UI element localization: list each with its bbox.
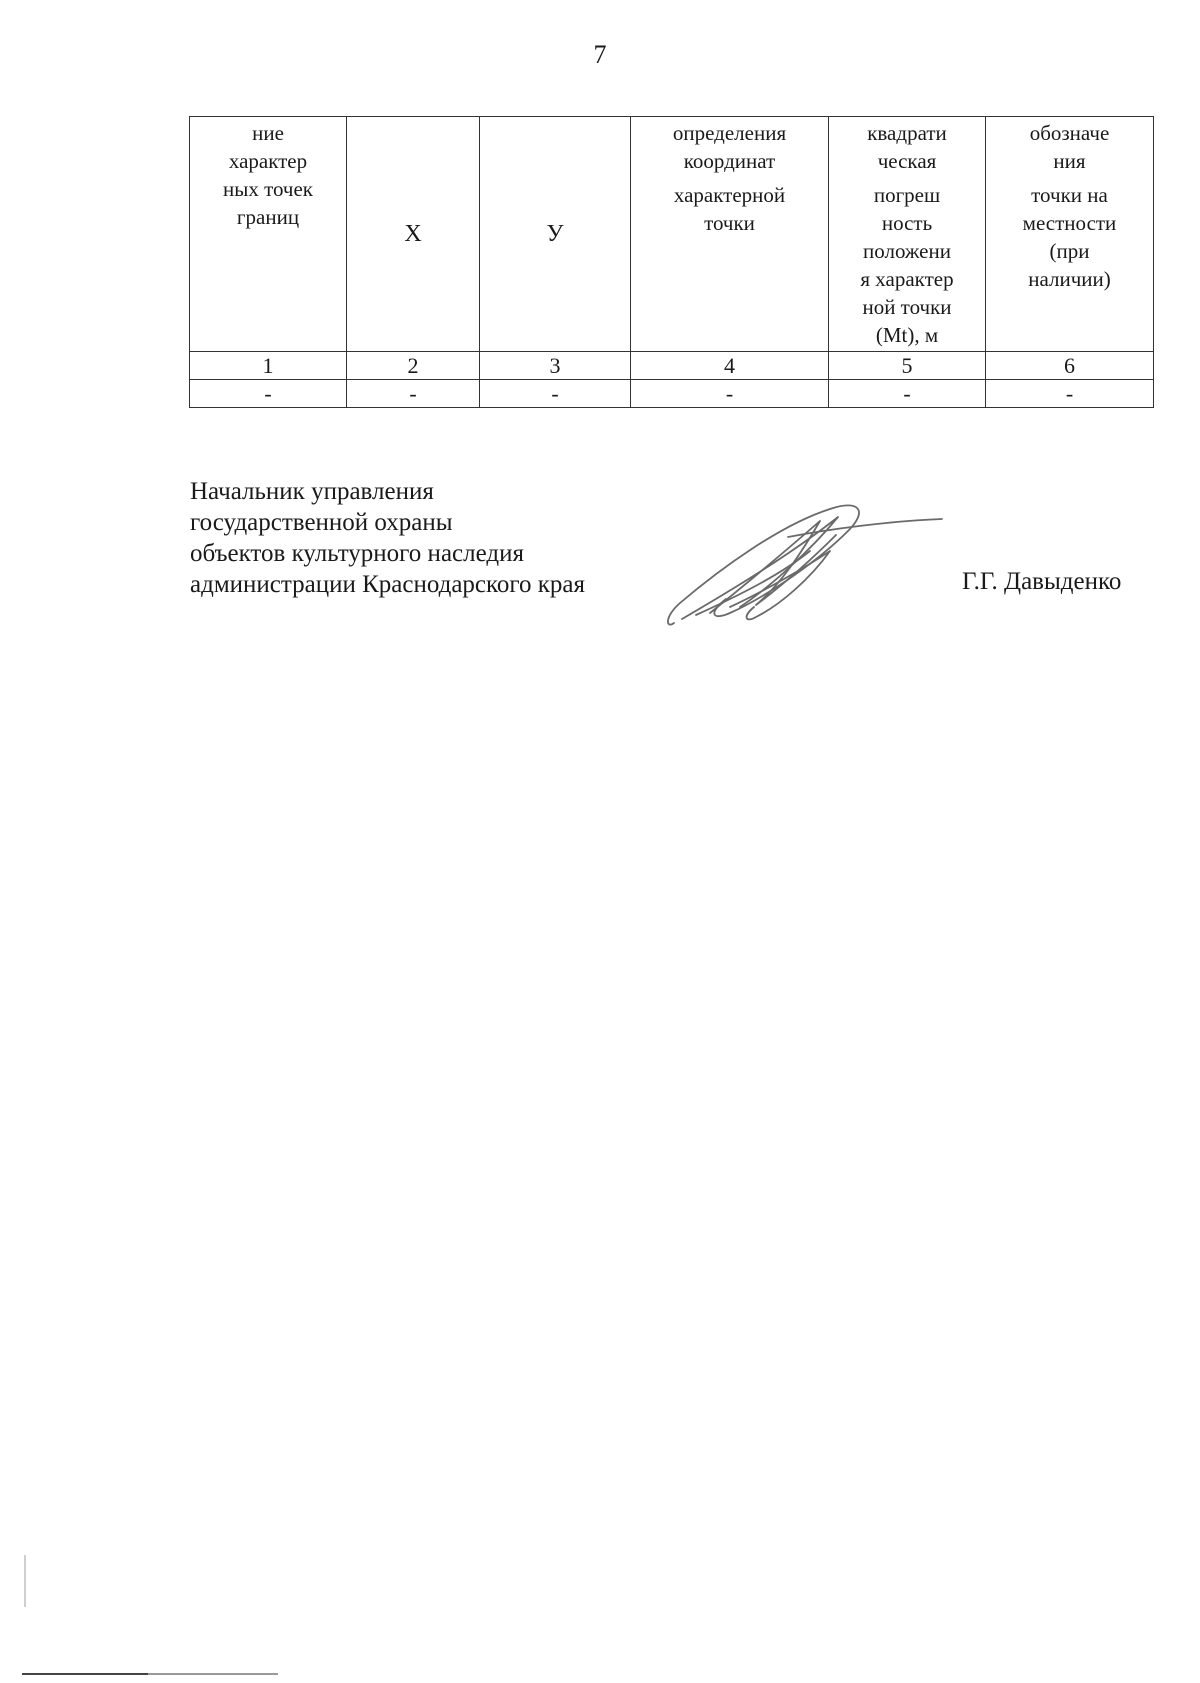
signatory-title-line: объектов культурного наследия: [190, 540, 524, 567]
scan-bottom-line: [22, 1673, 148, 1675]
column-number: 1: [190, 352, 347, 380]
header-cell-x: Х: [347, 117, 480, 352]
signatory-title-line: Начальник управления: [190, 478, 434, 505]
header-cell-method: определения координат характерной точки: [631, 117, 829, 352]
table-cell: -: [347, 380, 480, 408]
signatory-title-line: государственной охраны: [190, 509, 453, 536]
coordinates-table: [189, 116, 1154, 408]
handwritten-signature: [660, 495, 950, 635]
header-cell-marking: обозначе ния точки на местности (при наличии): [986, 117, 1154, 352]
signatory-title-line: администрации Краснодарского края: [190, 571, 586, 598]
signatory-title: [190, 476, 585, 600]
table-cell: -: [631, 380, 829, 408]
column-number: 3: [480, 352, 631, 380]
column-number: 5: [829, 352, 986, 380]
table-row: [190, 380, 1154, 408]
table-cell: -: [986, 380, 1154, 408]
header-cell-point-name: ние характер ных точек границ: [190, 117, 347, 352]
header-cell-error: квадрати ческая погреш ность положени я характер ной точки (Mt), м: [829, 117, 986, 352]
page-number: 7: [593, 40, 607, 69]
table-header-row: [190, 117, 1154, 352]
column-number: 4: [631, 352, 829, 380]
scan-margin-mark: [24, 1555, 26, 1607]
table-cell: -: [190, 380, 347, 408]
column-number: 6: [986, 352, 1154, 380]
signer-name: Г.Г. Давыденко: [962, 568, 1122, 595]
header-cell-y: У: [480, 117, 631, 352]
column-number: 2: [347, 352, 480, 380]
column-number-row: [190, 352, 1154, 380]
table-cell: -: [480, 380, 631, 408]
table-cell: -: [829, 380, 986, 408]
